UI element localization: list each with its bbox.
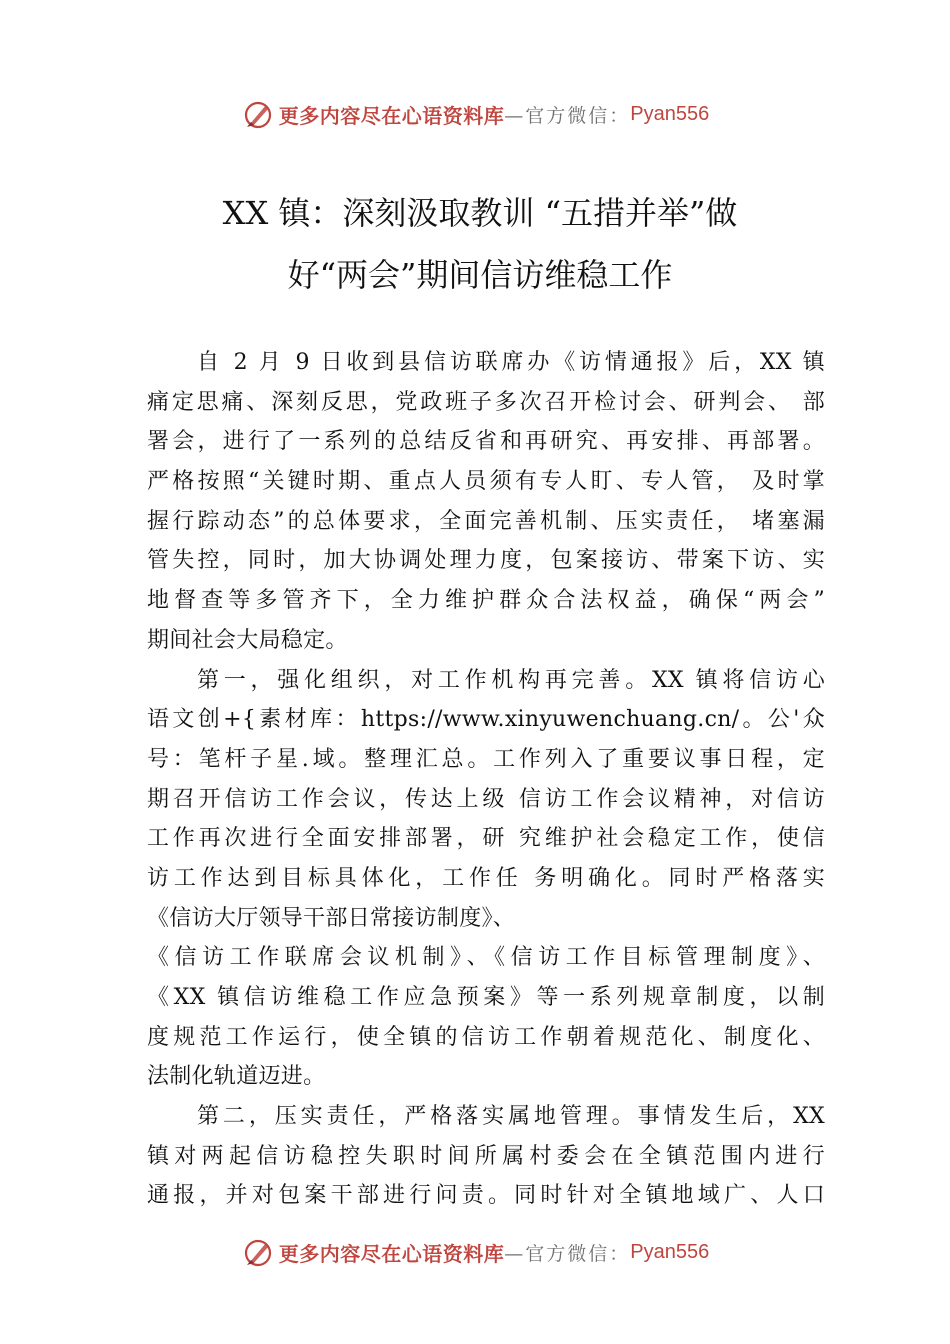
text-line: 第二，压实责任，严格落实属地管理。事情发生后，XX — [197, 1104, 825, 1130]
banner-main-text: 更多内容尽在心语资料库 — [278, 103, 505, 128]
paragraph-2 — [147, 661, 825, 1098]
text-line: 语文创+{素材库：https://www.xinyuwenchuang.cn/。公'众 — [147, 707, 825, 733]
paragraph-1 — [147, 343, 825, 661]
document-body — [147, 343, 825, 1216]
text-line: 管失控，同时，加大协调处理力度，包案接访、带案下访、实 — [147, 548, 825, 574]
text-line: 严格按照“关键时期、重点人员须有专人盯、专人管， 及时掌 — [147, 469, 825, 495]
paragraph-3 — [147, 1097, 825, 1216]
title-line-1: XX 镇：深刻汲取教训 “五措并举”做 — [222, 194, 738, 232]
text-line: 度规范工作运行，使全镇的信访工作朝着规范化、制度化、 — [147, 1024, 825, 1050]
title-line-2: 好“两会”期间信访维稳工作 — [287, 256, 673, 294]
text-line: 镇对两起信访稳控失职时间所属村委会在全镇范围内进行 — [147, 1143, 825, 1169]
text-line: 工作再次进行全面安排部署，研 究维护社会稳定工作，使信 — [147, 826, 825, 852]
text-line: 握行踪动态”的总体要求，全面完善机制、压实责任， 堵塞漏 — [147, 508, 825, 534]
text-line: 自 2 月 9 日收到县信访联席办《访情通报》后，XX 镇 — [197, 350, 825, 375]
text-line: 《信访工作联席会议机制》、《信访工作目标管理制度》、 — [147, 945, 825, 971]
text-line: 《XX 镇信访维稳工作应急预案》等一系列规章制度，以制 — [147, 985, 825, 1010]
text-line: 《信访大厅领导干部日常接访制度》、 — [147, 905, 516, 931]
text-line: 号：笔杆子星.域。整理汇总。工作列入了重要议事日程，定 — [147, 746, 825, 772]
text-line: 通报，并对包案干部进行问责。同时针对全镇地域广、人口 — [147, 1183, 825, 1209]
document-title — [140, 182, 820, 306]
text-line: 署会，进行了一系列的总结反省和再研究、再安排、再部署。 — [147, 429, 825, 455]
header-watermark-banner — [0, 94, 950, 134]
footer-watermark-banner — [0, 1232, 950, 1272]
banner-wechat-id: Pyan556 — [630, 1240, 710, 1263]
pen-logo-icon — [241, 97, 275, 131]
banner-sub-text: —官方微信： — [504, 104, 631, 127]
text-line: 期间社会大局稳定。 — [147, 627, 348, 653]
banner-sub-text: —官方微信： — [504, 1242, 631, 1265]
text-line: 期召开信访工作会议，传达上级 信访工作会议精神，对信访 — [147, 786, 825, 812]
banner-wechat-id: Pyan556 — [630, 102, 710, 125]
text-line: 法制化轨道迈进。 — [147, 1064, 326, 1090]
text-line: 地督查等多管齐下，全力维护群众合法权益，确保“两会” — [147, 588, 825, 614]
text-line: 痛定思痛、深刻反思，党政班子多次召开检讨会、研判会、 部 — [147, 389, 825, 415]
pen-logo-icon — [241, 1235, 275, 1269]
banner-main-text: 更多内容尽在心语资料库 — [278, 1241, 505, 1266]
text-line: 第一，强化组织，对工作机构再完善。XX 镇将信访心 — [197, 667, 825, 693]
text-line: 访工作达到目标具体化，工作任 务明确化。同时严格落实 — [147, 865, 825, 891]
